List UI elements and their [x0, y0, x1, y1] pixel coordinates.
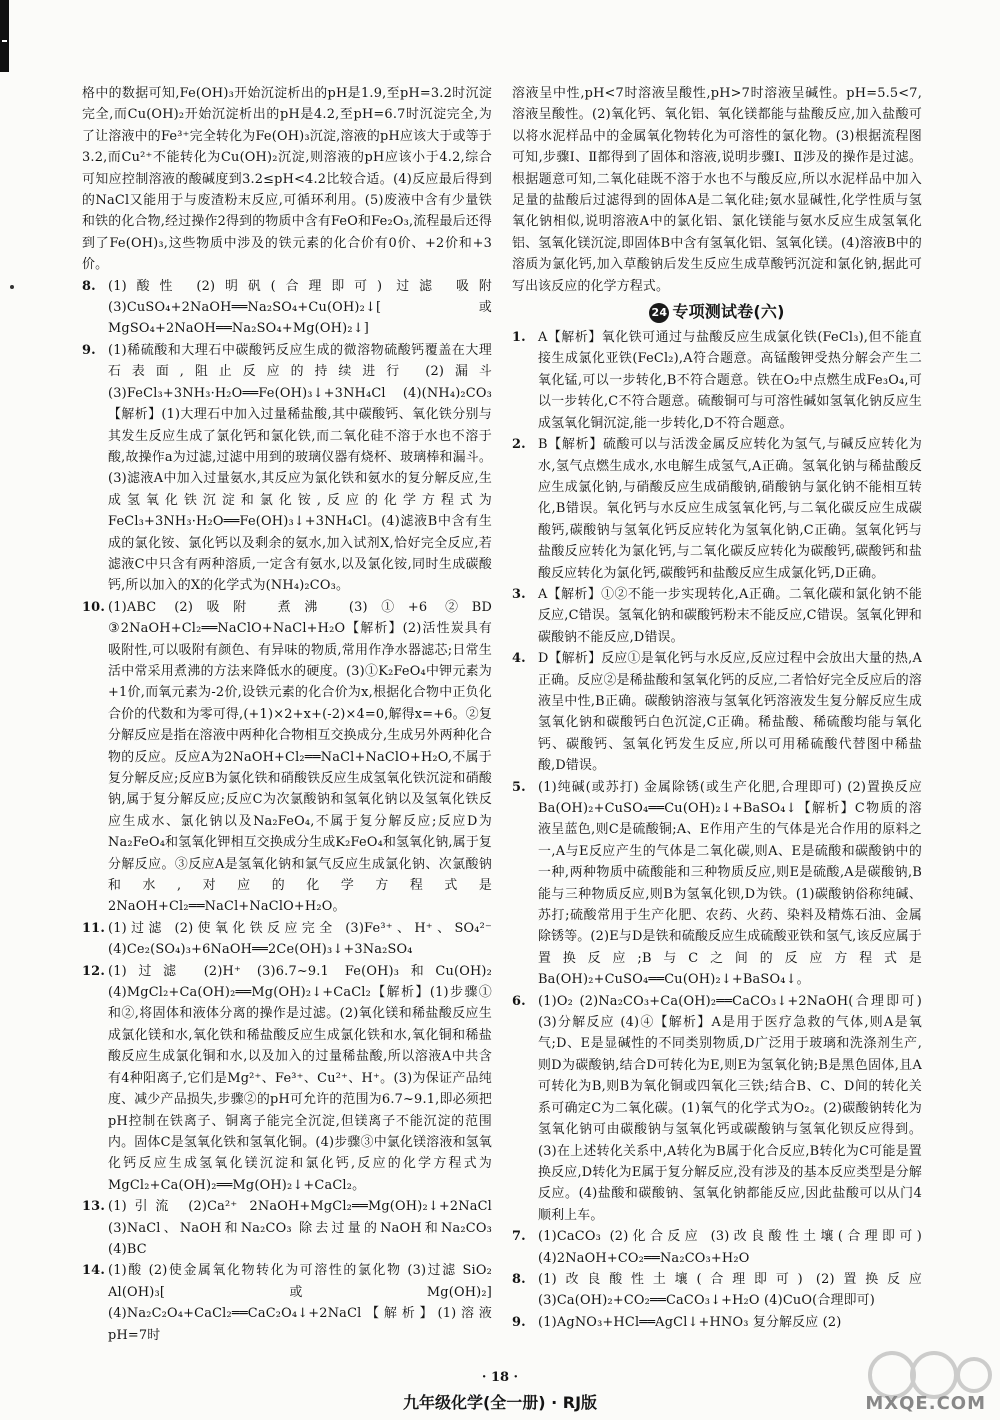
answer-text: (1)CaCO₃ (2)化合反应 (3)改良酸性土壤(合理即可) (4)2NaOH+CO₂══Na₂CO₃+H₂O	[538, 1229, 922, 1266]
answer-number: 11.	[82, 920, 106, 936]
edge-bar-icon	[0, 0, 14, 72]
answer-number: 5.	[512, 779, 526, 795]
answer-item	[82, 276, 492, 340]
answer-item	[512, 1312, 922, 1333]
section-number-badge: 24	[649, 303, 669, 323]
answer-item	[512, 648, 922, 776]
section-title: 专项测试卷(六)	[672, 302, 785, 322]
answer-text: (1)稀硫酸和大理石中碳酸钙反应生成的微溶物硫酸钙覆盖在大理石表面,阻止反应的持续进行 (2)漏斗 (3)FeCl₃+3NH₃·H₂O══Fe(OH)₃↓+3NH₄Cl (4)(NH₄)₂CO₃【解析】(1)大理石中加入过量稀盐酸,其中碳酸钙、氧化铁分别与其发生反应生成了氯化钙和氯化铁,而二氧化硅不溶于水也不溶于酸,故操作a为过滤,过滤中用到的玻璃仪器有烧杯、玻璃棒和漏斗。(3)滤液A中加入过量氨水,其反应为氯化铁和氨水的复分解反应,生成氢氧化铁沉淀和氯化铵,反应的化学方程式为FeCl₃+3NH₃·H₂O══Fe(OH)₃↓+3NH₄Cl。(4)滤液B中含有生成的氯化铵、氯化钙以及剩余的氨水,加入试剂X,恰好完全反应,若滤液C中只含有两种溶质,一定含有氨水,以及氯化铵,同时生成碳酸钙,所以加入的X的化学式为(NH₄)₂CO₃。	[108, 342, 492, 594]
answer-text: (1)过滤 (2)H⁺ (3)6.7~9.1 Fe(OH)₃和Cu(OH)₂ (4)MgCl₂+Ca(OH)₂══Mg(OH)₂↓+CaCl₂【解析】(1)步骤①和②,将固体和液体分离的操作是过滤。(2)氧化镁和稀盐酸反应生成氯化镁和水,氧化铁和稀盐酸反应生成氯化铁和水,氧化铜和稀盐酸反应生成氯化铜和水,以及加入的过量稀盐酸,所以溶液A中共含有4种阳离子,它们是Mg²⁺、Fe³⁺、Cu²⁺、H⁺。(3)为保证产品纯度、减少产品损失,步骤②的pH可允许的范围为6.7~9.1,即必须把pH控制在铁离子、铜离子能完全沉淀,但镁离子不能沉淀的范围内。固体C是氢氧化铁和氢氧化铜。(4)步骤③中氯化镁溶液和氢氧化钙反应生成氢氧化镁沉淀和氯化钙,反应的化学方程式为MgCl₂+Ca(OH)₂══Mg(OH)₂↓+CaCl₂。	[108, 963, 492, 1193]
book-title: 九年级化学(全一册) · RJ版	[402, 1393, 598, 1412]
watermark-text: MXQE.COM	[865, 1393, 986, 1414]
answer-item	[512, 434, 922, 584]
answer-number: 4.	[512, 651, 526, 667]
answer-text: (1)引流 (2)Ca²⁺ 2NaOH+MgCl₂══Mg(OH)₂↓+2NaCl (3)NaCl、NaOH和Na₂CO₃ 除去过量的NaOH和Na₂CO₃ (4)BC	[108, 1199, 492, 1257]
answer-item	[82, 1260, 492, 1346]
left-column	[82, 83, 492, 1346]
answer-item	[82, 1196, 492, 1260]
answer-number: 7.	[512, 1229, 526, 1245]
answer-number: 8.	[512, 1271, 526, 1287]
answer-item	[82, 597, 492, 918]
answer-item	[512, 327, 922, 434]
answer-text: (1)AgNO₃+HCl══AgCl↓+HNO₃ 复分解反应 (2)	[538, 1314, 842, 1330]
answer-item	[512, 777, 922, 991]
answer-number: 13.	[82, 1199, 106, 1215]
answer-text: B【解析】硫酸可以与活泼金属反应转化为氢气,与碱反应转化为水,氢气点燃生成水,水电解生成氢气,A正确。氢氧化钠与稀盐酸反应生成氯化钠,与硝酸反应生成硝酸钠,硝酸钠与氯化钠不能相互转化,B错误。氧化钙与水反应生成氢氧化钙,与二氧化碳反应生成碳酸钙,碳酸钠与氢氧化钙反应转化为氢氧化钠,C正确。氢氧化钙与盐酸反应转化为氯化钙,与二氧化碳反应转化为碳酸钙,碳酸钙和盐酸反应转化为氯化钙,碳酸钙和盐酸反应生成氯化钙,D正确。	[538, 437, 922, 581]
answer-text: A【解析】氧化铁可通过与盐酸反应生成氯化铁(FeCl₃),但不能直接生成氯化亚铁(FeCl₂),A符合题意。高锰酸钾受热分解会产生二氧化锰,可以一步转化,B不符合题意。铁在O₂中点燃生成Fe₃O₄,可以一步转化,C不符合题意。硫酸铜可与可溶性碱如氢氧化钠反应生成氢氧化铜沉淀,能一步转化,D不符合题意。	[538, 330, 922, 431]
margin-dot	[10, 285, 14, 289]
answer-item	[512, 1269, 922, 1312]
answer-text: (1)改良酸性土壤(合理即可) (2)置换反应 (3)Ca(OH)₂+CO₂══CaCO₃↓+H₂O (4)CuO(合理即可)	[538, 1271, 922, 1309]
answer-text: D【解析】反应①是氧化钙与水反应,反应过程中会放出大量的热,A正确。反应②是稀盐酸和氢氧化钙的反应,二者恰好完全反应后的溶液呈中性,B正确。碳酸钠溶液与氢氧化钙溶液发生复分解反应生成氢氧化钠和碳酸钙白色沉淀,C正确。稀盐酸、稀硫酸均能与氧化钙、碳酸钙、氢氧化钙发生反应,所以可用稀硫酸代替图中稀盐酸,D错误。	[538, 651, 922, 774]
answer-item	[512, 1226, 922, 1269]
continuation-paragraph: 格中的数据可知,Fe(OH)₃开始沉淀析出的pH是1.9,至pH=3.2时沉淀完全,而Cu(OH)₂开始沉淀析出的pH是4.2,至pH=6.7时沉淀完全,为了让溶液中的Fe³⁺完全转化为Fe(OH)₃沉淀,溶液的pH应该大于或等于3.2,而Cu²⁺不能转化为Cu(OH)₂沉淀,则溶液的pH应该小于4.2,综合可知应控制溶液的酸碱度到3.2≤pH<4.2比较合适。(4)反应最后得到的NaCl又能用于与废渣粉末反应,可循环利用。(5)废液中含有少量铁和铁的化合物,经过操作2得到的物质中含有FeO和Fe₂O₃,流程最后还得到了Fe(OH)₃,这些物质中涉及的铁元素的化合价有0价、+2价和+3价。	[82, 86, 492, 273]
right-column	[512, 83, 922, 1333]
answer-text: (1)过滤 (2)使氧化铁反应完全 (3)Fe³⁺、H⁺、SO₄²⁻ (4)Ce₂(SO₄)₃+6NaOH══2Ce(OH)₃↓+3Na₂SO₄	[108, 920, 492, 958]
answer-text: (1)酸 (2)使金属氧化物转化为可溶性的氯化物 (3)过滤 SiO₂ Al(OH)₃[或Mg(OH)₂] (4)Na₂C₂O₄+CaCl₂══CaC₂O₄↓+2NaCl【解析】(1)溶液pH=7时	[108, 1263, 492, 1343]
answer-item	[82, 961, 492, 1196]
answer-item	[82, 918, 492, 961]
answer-text: (1)纯碱(或苏打) 金属除锈(或生产化肥,合理即可) (2)置换反应 Ba(OH)₂+CuSO₄══Cu(OH)₂↓+BaSO₄↓【解析】C物质的溶液呈蓝色,则C是硫酸铜;A、E作用产生的气体是光合作用的原料之一,A与E反应产生的气体是二氧化碳,则A、E是硫酸和碳酸钠中的一种,两种物质中硫酸能和三种物质反应,则E是硫酸,A是碳酸钠,B能与三种物质反应,则B为氢氧化钡,D为铁。(1)碳酸钠俗称纯碱、苏打;硫酸常用于生产化肥、农药、火药、染料及精炼石油、金属除锈等。(2)E与D是铁和硫酸反应生成硫酸亚铁和氢气,该反应属于置换反应;B与C之间的反应方程式是Ba(OH)₂+CuSO₄══Cu(OH)₂↓+BaSO₄↓。	[538, 779, 922, 988]
answer-text: (1)O₂ (2)Na₂CO₃+Ca(OH)₂══CaCO₃↓+2NaOH(合理即可) (3)分解反应 (4)④【解析】A是用于医疗急救的气体,则A是氧气;D、E是显碱性的不同类别物质,D广泛用于玻璃和洗涤剂生产,则D为碳酸钠,结合D可转化为E,则E为氢氧化钠;B是黑色固体,且A可转化为B,则B为氧化铜或四氧化三铁;结合B、C、D间的转化关系可确定C为二氧化碳。(1)氧气的化学式为O₂。(2)碳酸钠转化为氢氧化钠可由碳酸钠与氢氧化钙或碳酸钠与氢氧化钡反应得到。(3)在上述转化关系中,A转化为B属于化合反应,B转化为C可能是置换反应,D转化为E属于复分解反应,没有涉及的基本反应类型是分解反应。(4)盐酸和碳酸钠、氢氧化钠都能反应,因此盐酸可以从门4顺利上车。	[538, 993, 922, 1223]
answer-text: (1)ABC (2)吸附 煮沸 (3)①+6 ②BD ③2NaOH+Cl₂══NaClO+NaCl+H₂O【解析】(2)活性炭具有吸附性,可以吸附有颜色、有异味的物质,常用作净水器滤芯;日常生活中常采用煮沸的方法来降低水的硬度。(3)①K₂FeO₄中钾元素为+1价,而氧元素为-2价,设铁元素的化合价为x,根据化合物中正负化合价的代数和为零可得,(+1)×2+x+(-2)×4=0,解得x=+6。②复分解反应是指在溶液中两种化合物相互交换成分,生成另外两种化合物的反应。反应A为2NaOH+Cl₂══NaCl+NaClO+H₂O,不属于复分解反应;反应B为氯化铁和硝酸铁反应生成氢氧化铁沉淀和硝酸钠,属于复分解反应;反应C为次氯酸钠和氢氧化钠以及氢氧化铁反应生成水、氯化钠以及Na₂FeO₄,不属于复分解反应;反应D为Na₂FeO₄和氢氧化钾相互交换成分生成K₂FeO₄和氢氧化钠,属于复分解反应。③反应A是氢氧化钠和氯气反应生成氯化钠、次氯酸钠和水,对应的化学方程式是2NaOH+Cl₂══NaCl+NaClO+H₂O。	[108, 599, 492, 915]
answer-number: 6.	[512, 993, 526, 1009]
page-number: · 18 ·	[481, 1370, 519, 1385]
answer-number: 10.	[82, 599, 106, 615]
answer-number: 9.	[82, 342, 96, 358]
answer-number: 9.	[512, 1314, 526, 1330]
answer-text: (1)酸性 (2)明矾(合理即可) 过滤 吸附 (3)CuSO₄+2NaOH══Na₂SO₄+Cu(OH)₂↓[或MgSO₄+2NaOH══Na₂SO₄+Mg(OH)₂↓]	[108, 278, 492, 337]
answer-number: 1.	[512, 330, 526, 346]
answer-number: 3.	[512, 586, 526, 602]
answer-number: 2.	[512, 437, 526, 453]
answer-item	[82, 340, 492, 597]
answer-item	[512, 584, 922, 648]
answer-number: 14.	[82, 1263, 106, 1279]
section-heading	[512, 299, 922, 325]
answer-number: 12.	[82, 963, 106, 979]
answer-number: 8.	[82, 278, 96, 294]
continuation-paragraph: 溶液呈中性,pH<7时溶液呈酸性,pH>7时溶液呈碱性。pH=5.5<7,溶液呈酸性。(2)氧化钙、氧化铝、氧化镁都能与盐酸反应,加入盐酸可以将水泥样品中的金属氧化物转化为可溶性的氯化物。(3)根据流程图可知,步骤Ⅰ、Ⅱ都得到了固体和溶液,说明步骤Ⅰ、Ⅱ涉及的操作是过滤。根据题意可知,二氧化硅既不溶于水也不与酸反应,所以水泥样品中加入足量的盐酸后过滤得到的固体A是二氧化硅;氨水显碱性,化学性质与氢氧化钠相似,说明溶液A中的氯化铝、氯化镁能与氨水反应生成氢氧化铝、氢氧化镁沉淀,即固体B中含有氢氧化铝、氢氧化镁。(4)溶液B中的溶质为氯化钙,加入草酸钠后发生反应生成草酸钙沉淀和氯化钠,据此可写出该反应的化学方程式。	[512, 86, 922, 294]
answer-item	[512, 991, 922, 1226]
answer-text: A【解析】①②不能一步实现转化,A正确。二氧化碳和氯化钠不能反应,C错误。氢氧化钠和碳酸钙粉末不能反应,C错误。氢氧化钾和碳酸钠不能反应,D错误。	[538, 586, 922, 645]
